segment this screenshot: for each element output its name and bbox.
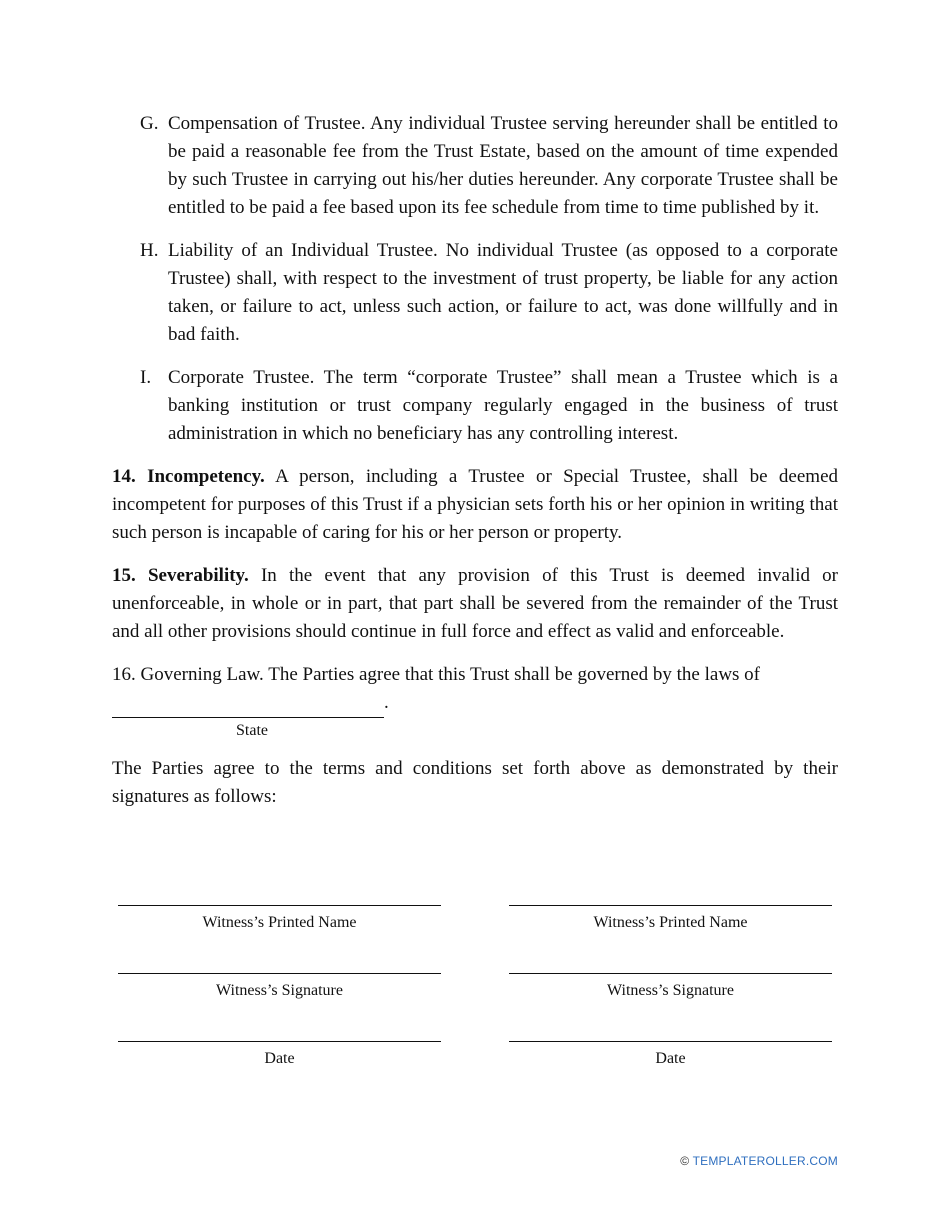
section-heading: 16. Governing Law. [112, 664, 264, 685]
list-item-text: Corporate Trustee. The term “corporate Trustee” shall mean a Trustee which is a banking institution or trust company regularly engaged in the business of trust administration in which no beneficiary has any controlling interest. [168, 367, 838, 444]
section-incompetency [112, 463, 838, 547]
signature-line [509, 905, 832, 906]
list-item-h [112, 237, 838, 349]
field-label: Date [655, 1050, 686, 1067]
section-heading: 15. Severability. [112, 565, 249, 586]
signature-line [118, 1041, 441, 1042]
field-label: Witness’s Printed Name [202, 914, 357, 931]
list-marker: H. [140, 240, 159, 261]
signature-line [118, 905, 441, 906]
witness-2-signature-field[interactable] [509, 973, 832, 1001]
witness-1-date-field[interactable] [118, 1041, 441, 1069]
field-label: Witness’s Signature [607, 982, 734, 999]
copyright-symbol: © [680, 1154, 693, 1168]
footer-credit [680, 1154, 838, 1168]
witness-1-printed-name-field[interactable] [118, 905, 441, 933]
signature-line [118, 973, 441, 974]
section-governing-law [112, 661, 838, 689]
section-severability [112, 562, 838, 646]
list-item-text: Compensation of Trustee. Any individual Trustee serving hereunder shall be entitled to be paid a reasonable fee from the Trust Estate, based on the amount of time expended by such Trustee in carrying out his/her duties hereunder. Any corporate Trustee shall be entitled to be paid a fee based upon its fee schedule from time to time published by it. [168, 113, 838, 218]
witness-2-printed-name-field[interactable] [509, 905, 832, 933]
list-item-text: Liability of an Individual Trustee. No individual Trustee (as opposed to a corporate Trustee) shall, with respect to the investment of trust property, be liable for any action taken, or failure to act, unless such action, or failure to act, was done willfully and in bad faith. [168, 240, 838, 345]
section-text: In the event that any provision of this Trust is deemed invalid or unenforceable, in whole or in part, that part shall be severed from the remainder of the Trust and all other provisions should continue in full force and effect as valid and enforceable. [112, 565, 839, 642]
templateroller-link[interactable]: TEMPLATEROLLER.COM [692, 1154, 838, 1168]
section-text: The Parties agree that this Trust shall be governed by the laws of [268, 664, 761, 685]
signature-block [118, 905, 832, 1109]
section-text: A person, including a Trustee or Special Trustee, shall be deemed incompetent for purposes of this Trust if a physician sets forth his or her opinion in writing that such person is incapable of caring for his or her person or property. [112, 466, 839, 543]
list-marker: G. [140, 113, 159, 134]
field-label: Witness’s Printed Name [593, 914, 748, 931]
signature-line [509, 1041, 832, 1042]
field-label: Date [264, 1050, 295, 1067]
state-period: . [384, 692, 389, 713]
field-label: Witness’s Signature [216, 982, 343, 999]
signature-row-printed-name [118, 905, 832, 973]
section-heading: 14. Incompetency. [112, 466, 265, 487]
witness-2-date-field[interactable] [509, 1041, 832, 1069]
state-caption: State [236, 722, 268, 739]
document-body [112, 110, 838, 811]
closing-statement: The Parties agree to the terms and conditions set forth above as demonstrated by their signatures as follows: [112, 758, 838, 807]
signature-row-signature [118, 973, 832, 1041]
list-item-i [112, 364, 838, 448]
state-input-line[interactable] [112, 689, 384, 718]
list-marker: I. [140, 367, 152, 388]
list-item-g [112, 110, 838, 222]
signature-row-date [118, 1041, 832, 1109]
witness-1-signature-field[interactable] [118, 973, 441, 1001]
state-field [112, 689, 838, 749]
signature-line [509, 973, 832, 974]
